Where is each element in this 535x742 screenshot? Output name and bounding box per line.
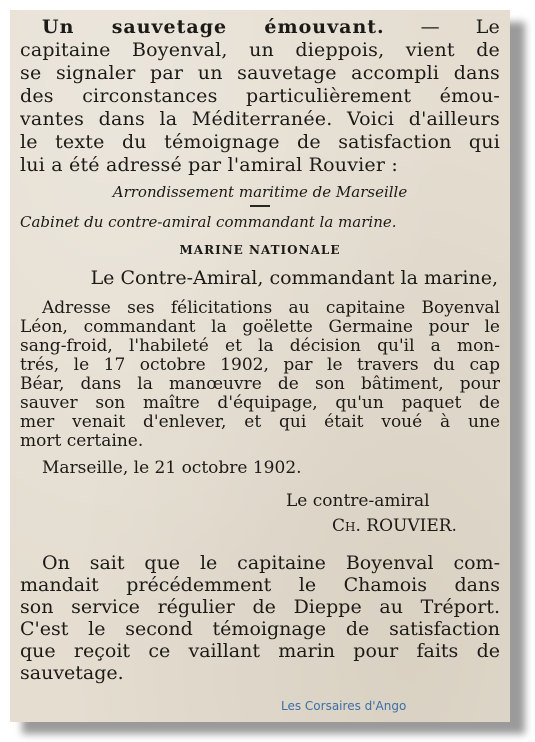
letter-paragraph [20,299,500,451]
intro-line: le texte du témoignage de satisfaction qui [20,131,500,153]
intro-line: des circonstances particulièrement émou- [20,85,500,107]
separator-dash [250,205,270,207]
contre-amiral-heading: Le Contre-Amiral, commandant la marine, [90,267,498,289]
letter-line: mort certaine. [20,432,144,451]
letter-line: Léon, commandant la goëlette Germaine pour le [20,318,500,337]
letter-line: Adresse ses félicitations au capitaine Boyenval [42,299,500,318]
intro-line: vantes dans la Méditerranée. Voici d'ailleurs [20,108,500,130]
letter-line: sang-froid, l'habileté et la décision qu'il a mon- [20,337,500,356]
article-title: Un sauvetage émouvant. [42,16,385,38]
closing-line: sauvetage. [20,662,124,684]
intro-line: lui a été adressé par l'amiral Rouvier : [20,154,398,176]
arrondissement-line: Arrondissement maritime de Marseille [112,183,408,201]
letter-line: Béar, dans la manœuvre de son bâtiment, pour [20,375,500,394]
letter-line: sauver son maître d'équipage, qu'un paquet de [20,394,500,413]
signature-name: Ch. ROUVIER. [332,516,457,536]
intro-paragraph [20,16,500,177]
signature-title: Le contre-amiral [286,491,430,511]
newspaper-clipping [10,10,510,722]
intro-line: capitaine Boyenval, un dieppois, vient de [20,39,500,61]
closing-line: son service régulier de Dieppe au Tréport. [20,596,500,618]
marine-nationale-heading: MARINE NATIONALE [179,243,341,257]
letter-line: trés, le 17 octobre 1902, par le travers du cap [20,356,500,375]
watermark-text: Les Corsaires d'Ango [281,699,407,713]
intro-line: se signaler par un sauvetage accompli dans [20,62,500,84]
closing-paragraph [20,552,500,684]
closing-line: C'est le second témoignage de satisfaction [20,618,500,640]
title-line: Un sauvetage émouvant. — Le [42,16,500,38]
letter-line: mer venait d'enlever, et qui était voué à une [20,413,500,432]
closing-line: que reçoit ce vaillant marin pour faits de [20,640,500,662]
closing-line: mandait précédemment le Chamois dans [20,574,500,596]
place-date: Marseille, le 21 octobre 1902. [42,458,302,478]
closing-line: On sait que le capitaine Boyenval com- [42,552,500,574]
cabinet-line: Cabinet du contre-amiral commandant la marine. [20,213,397,231]
